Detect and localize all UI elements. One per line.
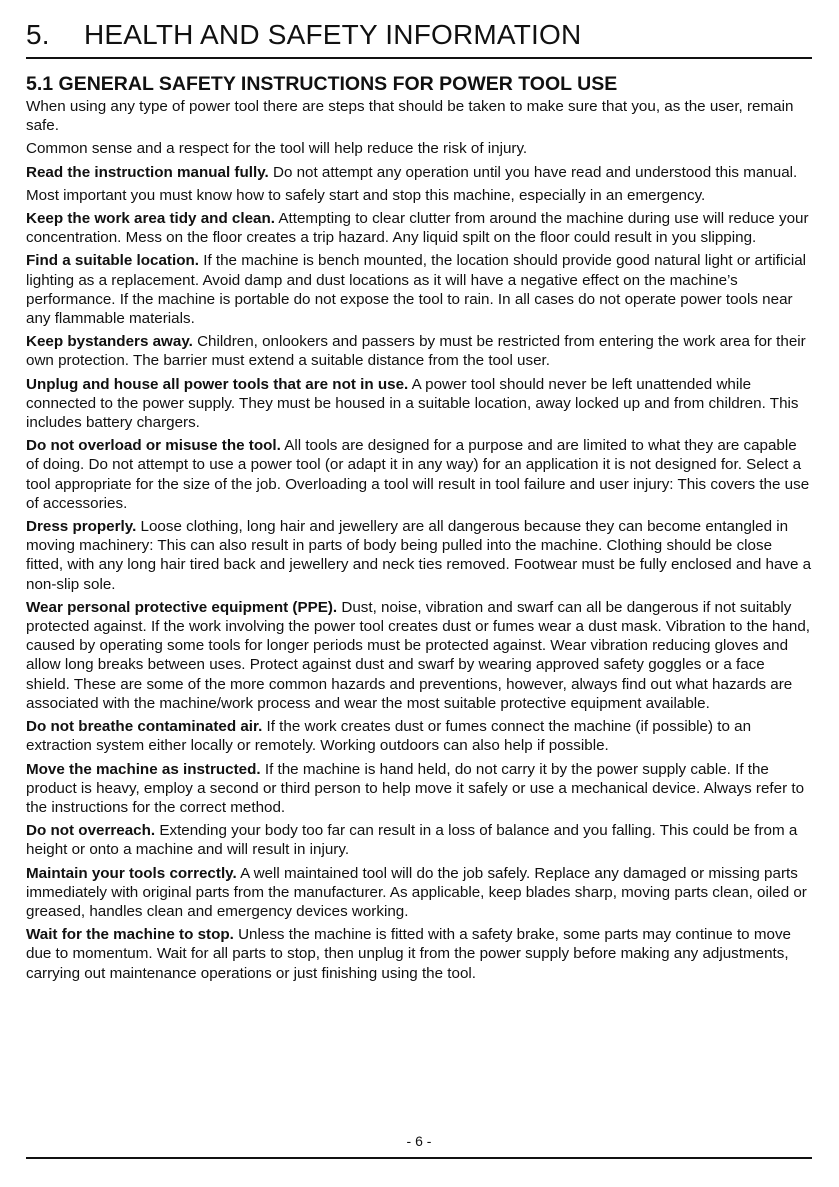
paragraph-lead: Do not overreach. bbox=[26, 822, 156, 840]
paragraph-lead: Find a suitable location. bbox=[26, 252, 199, 270]
section-heading: 5.1 GENERAL SAFETY INSTRUCTIONS FOR POWER TOOL USE bbox=[26, 73, 618, 95]
paragraph-text: Do not attempt any operation until you have read and understood this manual. bbox=[268, 163, 798, 181]
chapter-number: 5. bbox=[26, 19, 50, 50]
paragraph bbox=[26, 251, 812, 328]
paragraph-text: When using any type of power tool there are steps that should be taken to make sure that you, as the user, remain safe. bbox=[26, 98, 794, 135]
paragraph-text: A power tool should never be left unattended while connected to the power supply. They must be housed in a suitable location, away locked up and from children. This includes battery chargers. bbox=[26, 375, 799, 432]
paragraph bbox=[26, 517, 812, 594]
paragraph-lead: Unplug and house all power tools that are not in use. bbox=[26, 375, 409, 393]
paragraph-lead: Do not breathe contaminated air. bbox=[26, 718, 263, 736]
paragraph-text: Unless the machine is fitted with a safety brake, some parts may continue to move due to momentum. Wait for all parts to stop, then unplug it from the power supply before making any adjustments, carrying out maintenance operations or just finishing using the tool. bbox=[26, 926, 791, 982]
chapter-heading bbox=[26, 18, 581, 52]
paragraph-text: Loose clothing, long hair and jewellery are all dangerous because they can become entangled in moving machinery: This can also result in parts of body being pulled into the machine. Clothing should be close fitted, with any long hair tired back and jewellery and neck ties removed. Footwear must be fully enclosed and have a non-slip sole. bbox=[26, 518, 812, 593]
manual-page bbox=[26, 0, 812, 1187]
paragraph-lead: Keep bystanders away. bbox=[26, 333, 193, 351]
paragraph-text: Dust, noise, vibration and swarf can all be dangerous if not suitably protected against. If the work involving the power tool creates dust or fumes wear a dust mask. Vibration to the hand, caused by operating some tools for longer periods must be protected against. Wear vibration reducing gloves and allow long breaks between uses. Protect against dust and swarf by wearing approved safety goggles or a face shield. These are some of the more common hazards and preventions, however, always find out what hazards are associated with the machine/work process and wear the most suitable protective equipment available. bbox=[26, 598, 810, 712]
header-divider bbox=[26, 57, 812, 59]
paragraph-lead: Keep the work area tidy and clean. bbox=[26, 210, 275, 228]
paragraph-text: Most important you must know how to safely start and stop this machine, especially in an emergency. bbox=[26, 186, 706, 204]
footer-divider bbox=[26, 1157, 812, 1159]
paragraph-text: A well maintained tool will do the job safely. Replace any damaged or missing parts immediately with original parts from the manufacturer. As applicable, keep blades sharp, moving parts clean, oiled or greased, handles clean and emergency devices working. bbox=[26, 864, 807, 920]
paragraph bbox=[26, 717, 812, 755]
paragraph bbox=[26, 598, 812, 713]
paragraph bbox=[26, 436, 812, 513]
paragraph-lead: Move the machine as instructed. bbox=[26, 760, 261, 778]
paragraph-text: Attempting to clear clutter from around the machine during use will reduce your concentration. Mess on the floor creates a trip hazard. Any liquid spilt on the floor could result in you slipping. bbox=[26, 210, 809, 247]
paragraph-lead: Wear personal protective equipment (PPE). bbox=[26, 598, 338, 616]
paragraph bbox=[26, 186, 812, 205]
paragraph-lead: Do not overload or misuse the tool. bbox=[26, 437, 281, 455]
paragraph bbox=[26, 139, 812, 158]
paragraph-text: If the machine is hand held, do not carry it by the power supply cable. If the product is heavy, employ a second or third person to help move it safely or use a mechanical device. Always refer to the instructions for the correct method. bbox=[26, 760, 805, 816]
chapter-title: HEALTH AND SAFETY INFORMATION bbox=[84, 19, 582, 50]
paragraph-text: Children, onlookers and passers by must be restricted from entering the work area for their own protection. The barrier must extend a suitable distance from the tool user. bbox=[26, 333, 806, 370]
safety-instructions bbox=[26, 97, 812, 987]
paragraph bbox=[26, 760, 812, 818]
paragraph bbox=[26, 821, 812, 859]
paragraph-lead: Wait for the machine to stop. bbox=[26, 926, 234, 944]
paragraph-text: All tools are designed for a purpose and are limited to what they are capable of doing. Do not attempt to use a power tool (or adapt it in any way) for an application it is not designed for. Select a tool appropriate for the size of the job. Overloading a tool will result in tool failure and user injury: This covers the use of accessories. bbox=[26, 437, 810, 512]
paragraph-text: If the machine is bench mounted, the location should provide good natural light or artificial lighting as a replacement. Avoid damp and dust locations as it will have a negative effect on the machine’s performance. If the machine is portable do not expose the tool to rain. In all cases do not operate power tools near any flammable materials. bbox=[26, 252, 807, 328]
paragraph bbox=[26, 375, 812, 433]
page-number: - 6 - bbox=[406, 1133, 432, 1149]
paragraph-text: Extending your body too far can result in a loss of balance and you falling. This could be from a height or onto a machine and will result in injury. bbox=[26, 822, 798, 859]
paragraph bbox=[26, 209, 812, 247]
paragraph bbox=[26, 925, 812, 983]
paragraph-text: If the work creates dust or fumes connect the machine (if possible) to an extraction system either locally or remotely. Working outdoors can also help if possible. bbox=[26, 718, 752, 755]
paragraph bbox=[26, 864, 812, 922]
paragraph bbox=[26, 97, 812, 135]
paragraph-lead: Maintain your tools correctly. bbox=[26, 864, 237, 882]
paragraph-lead: Read the instruction manual fully. bbox=[26, 163, 269, 181]
paragraph-lead: Dress properly. bbox=[26, 518, 137, 536]
paragraph bbox=[26, 332, 812, 370]
paragraph bbox=[26, 163, 812, 182]
paragraph-text: Common sense and a respect for the tool will help reduce the risk of injury. bbox=[26, 140, 528, 158]
